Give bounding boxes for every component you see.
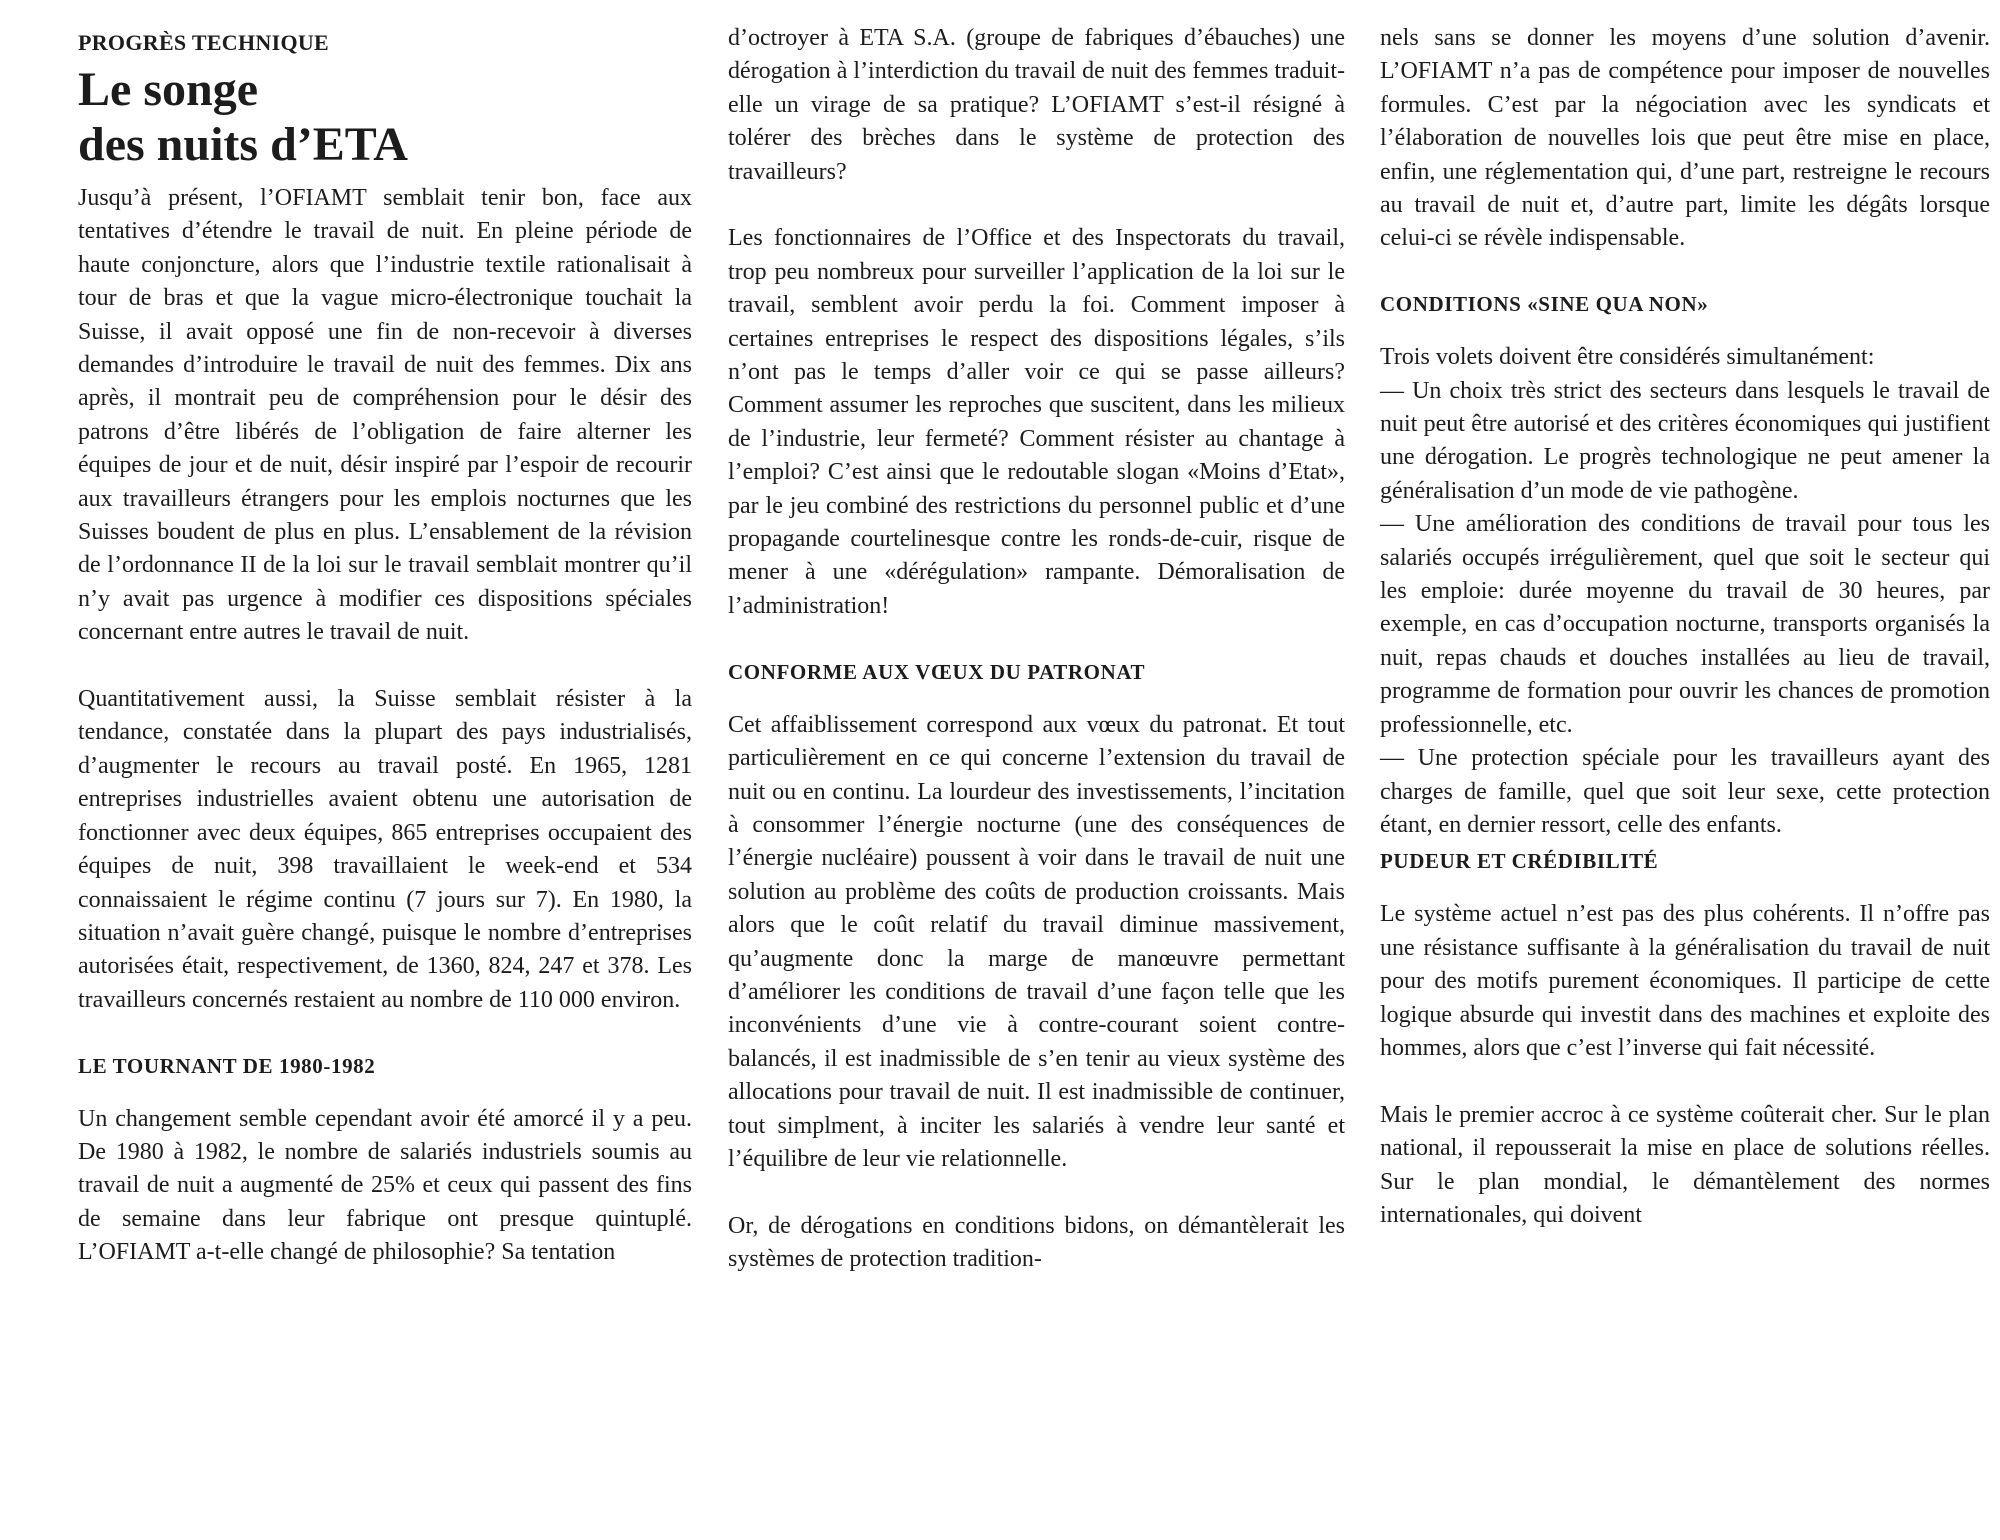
- paragraph: Trois volets doivent être considérés simultanément:: [1380, 344, 1875, 371]
- paragraph: d’octroyer à ETA S.A. (groupe de fabriques d’ébauches) une dérogation à l’interdiction du travail de nuit des femmes traduit-elle un virage de sa pratique? L’OFIAMT s’est-il résigné à tolérer des brèches dans le système de protection des travailleurs?: [728, 25, 1345, 185]
- paragraph: Les fonctionnaires de l’Office et des Inspectorats du travail, trop peu nombreux pour surveiller l’application de la loi sur le travail, semblent avoir perdu la foi. Comment imposer à certaines entreprises le respect des dispositions légales, s’ils n’ont pas le temps d’aller voir ce qui se passe ailleurs? Comment assumer les reproches que suscitent, dans les milieux de l’industrie, leur fermeté? Comment résister au chantage à l’emploi? C’est ainsi que le redoutable slogan «Moins d’Etat», par le jeu combiné des restrictions du personnel public et d’une propagande courtelinesque contre les ronds-de-cuir, risque de mener à une «dérégulation» rampante. Démoralisation de l’administration!: [728, 225, 1345, 619]
- list-item: — Un choix très strict des secteurs dans lesquels le travail de nuit peut être autorisé et des critères économiques qui justifient une dérogation. Le progrès technologique ne peut amener la généralisation d’un mode de vie pathogène.: [1380, 377, 1990, 504]
- article-title-line-2: des nuits d’ETA: [78, 118, 408, 171]
- article-title-line-1: Le songe: [78, 63, 258, 116]
- list-item: — Une amélioration des conditions de travail pour tous les salariés occupés irrégulièrement, quel que soit le secteur qui les emploie: durée moyenne du travail de 30 heures, par exemple, en cas d’occupation nocturne, transports organisés la nuit, repas chauds et douches installées au lieu de travail, programme de formation pour ouvrir les chances de promotion professionnelle, etc.: [1380, 511, 1990, 738]
- section-kicker: PROGRÈS TECHNIQUE: [78, 30, 330, 55]
- paragraph: Or, de dérogations en conditions bidons, on démantèlerait les systèmes de protection tradition-: [728, 1212, 1345, 1273]
- list-item: — Une protection spéciale pour les travailleurs ayant des charges de famille, quel que soit leur sexe, cette protection étant, en dernier ressort, celle des enfants.: [1380, 745, 1990, 838]
- paragraph: Cet affaiblissement correspond aux vœux du patronat. Et tout particulièrement en ce qui concerne l’extension du travail de nuit ou en continu. La lourdeur des investissements, l’incitation à consommer l’énergie nocturne (une des conséquences de l’énergie nucléaire) poussent à voir dans le travail de nuit une solution au problème des coûts de production croissants. Mais alors que le coût relatif du travail diminue massivement, qu’augmente donc la marge de manœuvre permettant d’améliorer les conditions de travail d’une façon telle que les inconvénients d’une vie à contre-courant soient contre-balancés, il est inadmissible de s’en tenir au vieux système des allocations pour travail de nuit. Il est inadmissible de continuer, tout simplment, à inciter les salariés à vendre leur santé et l’équilibre de leur vie relationnelle.: [728, 711, 1345, 1172]
- paragraph: nels sans se donner les moyens d’une solution d’avenir. L’OFIAMT n’a pas de compétence pour imposer de nouvelles formules. C’est par la négociation avec les syndicats et l’élaboration de nouvelles lois que peut être mise en place, enfin, une réglementation qui, d’une part, restreigne le recours au travail de nuit et, d’autre part, limite les dégâts lorsque celui-ci se révèle indispensable.: [1380, 25, 1990, 252]
- column-3: [1380, 22, 1990, 1266]
- section-heading: PUDEUR ET CRÉDIBILITÉ: [1380, 849, 1659, 874]
- column-1: [78, 28, 692, 1303]
- section-heading: LE TOURNANT DE 1980-1982: [78, 1053, 376, 1078]
- paragraph: Mais le premier accroc à ce système coûterait cher. Sur le plan national, il repousserait la mise en place de solutions réelles. Sur le plan mondial, le démantèlement des normes internationales, qui doivent: [1380, 1101, 1990, 1228]
- paragraph: Jusqu’à présent, l’OFIAMT semblait tenir bon, face aux tentatives d’étendre le travail de nuit. En pleine période de haute conjoncture, alors que l’industrie textile rationalisait à tour de bras et que la vague micro-électronique touchait la Suisse, il avait opposé une fin de non-recevoir à diverses demandes d’introduire le travail de nuit des femmes. Dix ans après, il montrait peu de compréhension pour le désir des patrons d’être libérés de l’obligation de faire alterner les équipes de jour et de nuit, désir inspiré par l’espoir de recourir aux travailleurs étrangers pour les emplois nocturnes que les Suisses boudent de plus en plus. L’ensablement de la révision de l’ordonnance II de la loi sur le travail semblait montrer qu’il n’y avait pas urgence à modifier ces dispositions spéciales concernant entre autres le travail de nuit.: [78, 185, 692, 646]
- article-title: [78, 62, 692, 172]
- section-heading: CONFORME AUX VŒUX DU PATRONAT: [728, 659, 1146, 684]
- paragraph: Un changement semble cependant avoir été amorcé il y a peu. De 1980 à 1982, le nombre de salariés industriels soumis au travail de nuit a augmenté de 25% et ceux qui passent des fins de semaine dans leur fabrique ont presque quintuplé. L’OFIAMT a-t-elle changé de philosophie? Sa tentation: [78, 1105, 692, 1266]
- paragraph: Le système actuel n’est pas des plus cohérents. Il n’offre pas une résistance suffisante à la généralisation du travail de nuit pour des motifs purement économiques. Il participe de cette logique absurde qui investit dans des machines et exploite des hommes, alors que c’est l’inverse qui fait nécessité.: [1380, 901, 1990, 1061]
- section-heading: CONDITIONS «SINE QUA NON»: [1380, 292, 1709, 317]
- column-2: [728, 22, 1345, 1310]
- paragraph: Quantitativement aussi, la Suisse semblait résister à la tendance, constatée dans la plupart des pays industrialisés, d’augmenter le recours au travail posté. En 1965, 1281 entreprises industrielles avaient obtenu une autorisation de fonctionner avec deux équipes, 865 entreprises occupaient des équipes de nuit, 398 travaillaient le week-end et 534 connaissaient le régime continu (7 jours sur 7). En 1980, la situation n’avait guère changé, puisque le nombre d’entreprises autorisées était, respectivement, de 1360, 824, 247 et 378. Les travailleurs concernés restaient au nombre de 110 000 environ.: [78, 686, 692, 1013]
